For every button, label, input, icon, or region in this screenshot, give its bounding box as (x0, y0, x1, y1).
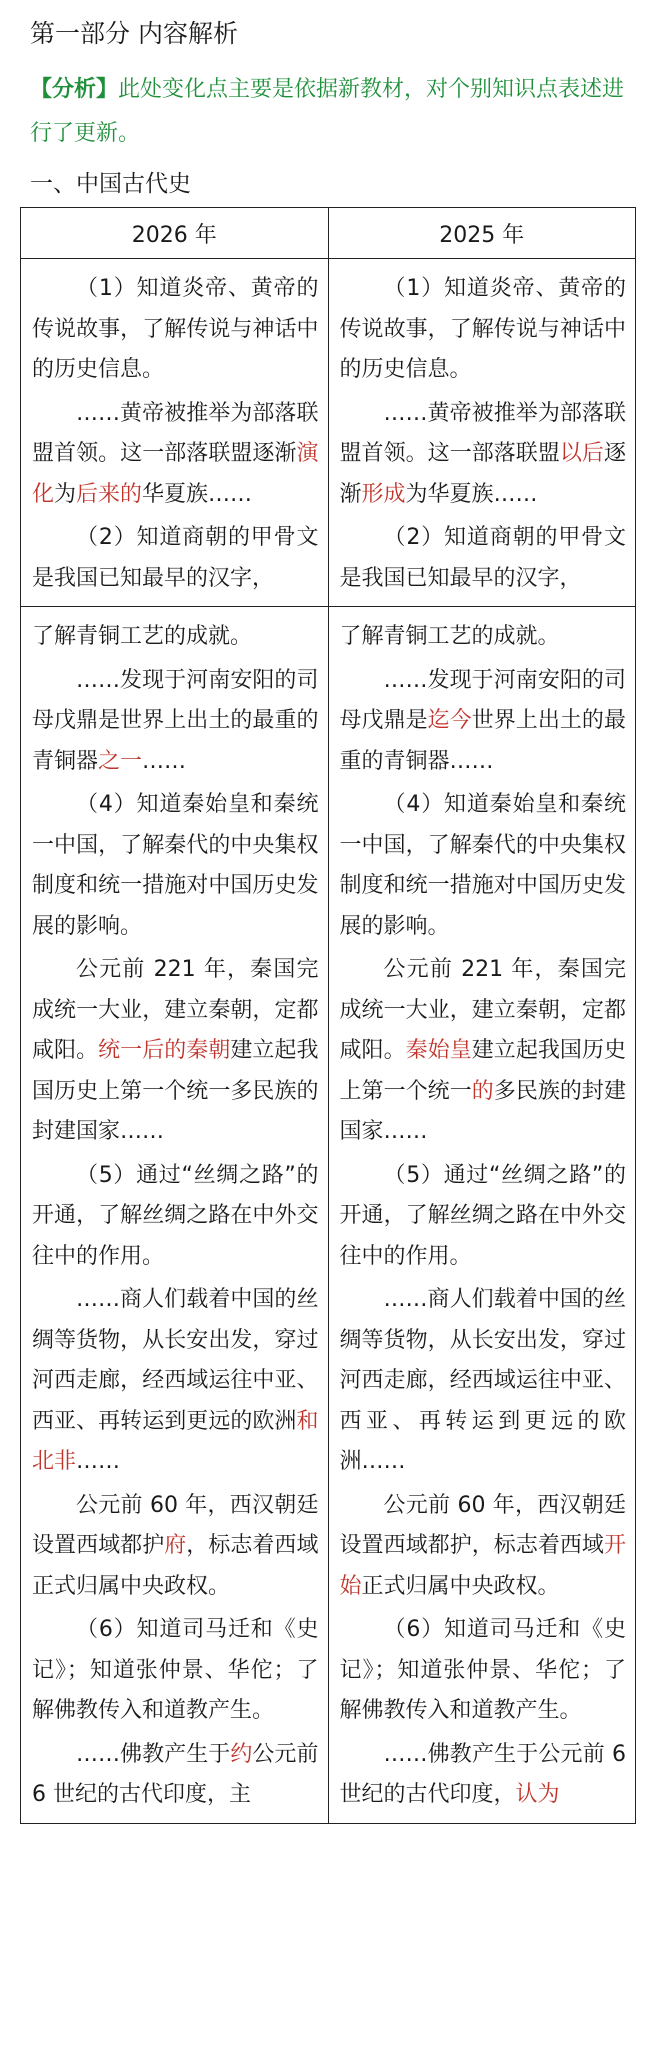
text-segment: （6）知道司马迁和《史记》；知道张仲景、华佗；了解佛教传入和道教产生。 (32, 1617, 319, 1723)
text-segment: 了解青铜工艺的成就。 (339, 624, 560, 649)
text-segment: 公元前 60 年，西汉朝廷设置西域都护，标志着西域 (339, 1492, 626, 1558)
cell-paragraph (32, 1610, 319, 1732)
text-segment: 逐渐 (339, 441, 626, 507)
cell-2025 (328, 259, 636, 607)
table-header-row (21, 208, 636, 259)
text-segment: 公元前 6 世纪的古代印度，主 (32, 1741, 319, 1807)
text-segment: （2）知道商朝的甲骨文是我国已知最早的汉字， (32, 525, 319, 591)
text-segment: ……佛教产生于 (76, 1741, 231, 1767)
cell-paragraph (340, 661, 627, 783)
highlighted-change: 和北非 (32, 1408, 319, 1474)
cell-paragraph (32, 661, 319, 783)
highlighted-change: 统一后的秦朝 (98, 1038, 231, 1063)
cell-paragraph (32, 1156, 319, 1278)
text-segment: 正式归属中央政权。 (361, 1573, 560, 1599)
table-row (21, 259, 636, 607)
text-segment: （4）知道秦始皇和秦统一中国，了解秦代的中央集权制度和统一措施对中国历史发展的影响。 (32, 792, 319, 939)
cell-2026 (21, 259, 329, 607)
column-header-2025: 2025 年 (328, 208, 636, 259)
text-segment: 公元前 221 年，秦国完成统一大业，建立秦朝，定都咸阳。 (339, 957, 626, 1063)
text-segment: （5）通过“丝绸之路”的开通，了解丝绸之路在中外交往中的作用。 (339, 1162, 626, 1269)
text-segment: ……商人们载着中国的丝绸等货物，从长安出发，穿过河西走廊，经西域运往中亚、西亚、再转运到更远的欧洲…… (339, 1287, 626, 1474)
cell-2025 (328, 607, 636, 1824)
comparison-table (20, 207, 636, 1824)
text-segment: ……黄帝被推举为部落联盟首领。这一部落联盟逐渐 (32, 400, 319, 466)
page-title: 第一部分 内容解析 (30, 19, 238, 48)
cell-paragraph (32, 1280, 319, 1483)
cell-paragraph (340, 785, 627, 947)
highlighted-change: 后来的 (76, 481, 143, 507)
section-title: 一、中国古代史 (30, 171, 191, 197)
highlighted-change: 形成 (361, 481, 406, 507)
text-segment: ……发现于河南安阳的司母戊鼎是 (339, 667, 626, 733)
text-segment: 多民族的封建国家…… (339, 1078, 626, 1144)
text-segment: （6）知道司马迁和《史记》；知道张仲景、华佗；了解佛教传入和道教产生。 (339, 1617, 626, 1723)
cell-paragraph (32, 269, 319, 391)
text-segment: 公元前 221 年，秦国完成统一大业，建立秦朝，定都咸阳。 (32, 957, 319, 1063)
text-segment: （1）知道炎帝、黄帝的传说故事，了解传说与神话中的历史信息。 (32, 276, 319, 382)
highlighted-change: 之一 (98, 748, 143, 774)
column-header-2026: 2026 年 (21, 208, 329, 259)
text-segment: 世界上出土的最重的青铜器…… (339, 708, 626, 774)
cell-paragraph (340, 1280, 627, 1483)
highlighted-change: 约 (230, 1741, 253, 1767)
text-segment: （4）知道秦始皇和秦统一中国，了解秦代的中央集权制度和统一措施对中国历史发展的影响。 (339, 792, 626, 939)
highlighted-change: 演化 (32, 441, 319, 507)
text-segment: 建立起我国历史上第一个统一多民族的封建国家…… (32, 1038, 319, 1144)
cell-paragraph (32, 1735, 319, 1816)
cell-paragraph (32, 518, 319, 599)
highlighted-change: 开始 (339, 1533, 626, 1599)
cell-paragraph (340, 518, 627, 599)
cell-paragraph (340, 269, 627, 391)
highlighted-change: 以后 (559, 441, 604, 466)
cell-paragraph (340, 394, 627, 516)
cell-paragraph (32, 950, 319, 1153)
cell-paragraph (340, 1486, 627, 1608)
analysis-note (30, 68, 640, 156)
text-segment: ……佛教产生于公元前 6 世纪的古代印度， (339, 1741, 626, 1807)
text-segment: ……商人们载着中国的丝绸等货物，从长安出发，穿过河西走廊，经西域运往中亚、西亚、再转运到更远的欧洲 (32, 1287, 319, 1434)
highlighted-change: 迄今 (427, 708, 472, 733)
text-segment: 为华夏族…… (405, 481, 538, 507)
analysis-label: 【分析】 (30, 77, 119, 102)
text-segment: 华夏族…… (142, 481, 253, 507)
highlighted-change: 秦始皇 (405, 1038, 472, 1063)
cell-paragraph (340, 1156, 627, 1278)
cell-paragraph (32, 785, 319, 947)
highlighted-change: 的 (471, 1078, 494, 1104)
text-segment: ，标志着西域正式归属中央政权。 (32, 1533, 319, 1599)
text-segment: …… (142, 748, 187, 774)
table-row (21, 607, 636, 1824)
highlighted-change: 府 (164, 1533, 187, 1558)
analysis-text: 此处变化点主要是依据新教材，对个别知识点表述进行了更新。 (30, 77, 625, 146)
cell-paragraph (340, 1735, 627, 1816)
text-segment: （1）知道炎帝、黄帝的传说故事，了解传说与神话中的历史信息。 (339, 276, 626, 382)
cell-paragraph (340, 950, 627, 1153)
text-segment: （2）知道商朝的甲骨文是我国已知最早的汉字， (339, 525, 626, 591)
text-segment: 公元前 60 年，西汉朝廷设置西域都护 (32, 1492, 319, 1558)
cell-2026 (21, 607, 329, 1824)
cell-paragraph (340, 617, 627, 658)
cell-paragraph (32, 394, 319, 516)
text-segment: （5）通过“丝绸之路”的开通，了解丝绸之路在中外交往中的作用。 (32, 1162, 319, 1269)
cell-paragraph (32, 1486, 319, 1608)
cell-paragraph (340, 1610, 627, 1732)
text-segment: …… (76, 1449, 121, 1474)
text-segment: 建立起我国历史上第一个统一 (339, 1038, 626, 1104)
text-segment: ……发现于河南安阳的司母戊鼎是世界上出土的最重的青铜器 (32, 667, 319, 774)
text-segment: 为 (54, 481, 77, 507)
text-segment: 了解青铜工艺的成就。 (32, 624, 253, 649)
cell-paragraph (32, 617, 319, 658)
highlighted-change: 认为 (515, 1782, 560, 1807)
text-segment: ……黄帝被推举为部落联盟首领。这一部落联盟 (339, 400, 626, 466)
